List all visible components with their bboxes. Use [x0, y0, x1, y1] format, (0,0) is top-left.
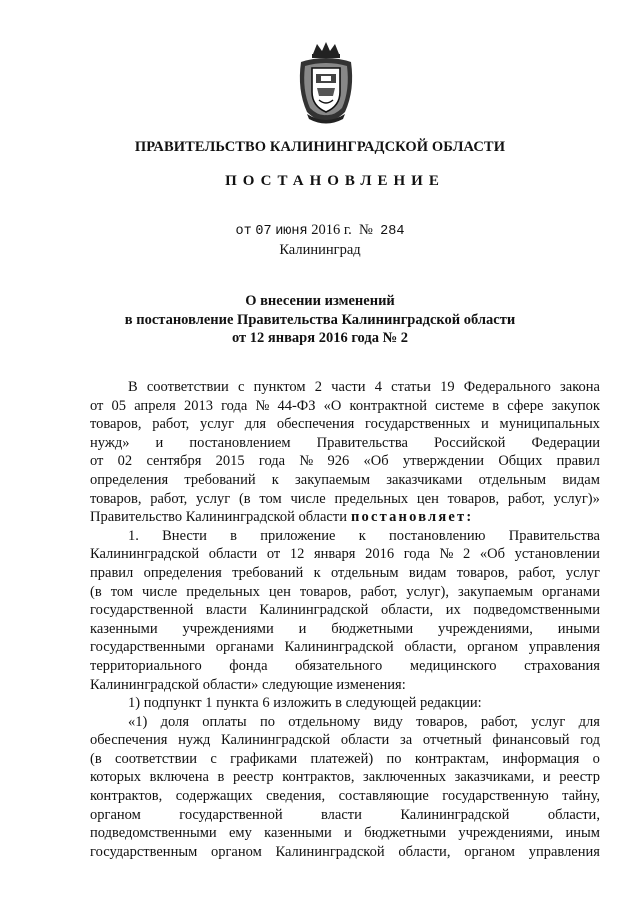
- number-sign: №: [359, 222, 373, 238]
- body-line: товаров, работ, услуг (в том числе предельных цен товаров, работ, услуг)»: [90, 490, 600, 507]
- body-line: правил определения требований к отдельным видам товаров, работ, услуг: [90, 564, 600, 581]
- document-subject: [0, 292, 640, 348]
- body-line: товаров, работ, услуг для обеспечения государственных и муниципальных: [90, 416, 600, 433]
- document-number: 284: [380, 224, 405, 239]
- body-line: 1) подпункт 1 пункта 6 изложить в следующей редакции:: [128, 695, 482, 712]
- body-line: контрактов, содержащих сведения, составляющие государственную тайну,: [90, 788, 600, 805]
- body-line: обеспечения нужд Калининградской области за отчетный финансовый год: [90, 732, 600, 749]
- body-line: В соответствии с пунктом 2 части 4 статьи 19 Федерального закона: [128, 379, 600, 395]
- subject-line: в постановление Правительства Калининградской области: [124, 311, 516, 328]
- body-line: государственной власти Калининградской области, их подведомственными: [90, 602, 600, 619]
- body-line: нужд» и постановлением Правительства Российской Федерации: [90, 434, 600, 451]
- date-prefix: от: [235, 224, 252, 239]
- body-line: (в том числе предельных цен товаров, работ, услуг), закупаемым органами: [90, 583, 600, 600]
- body-line: Калининградской области от 12 января 2016 года № 2 «Об установлении: [90, 546, 600, 563]
- organization-name: ПРАВИТЕЛЬСТВО КАЛИНИНГРАДСКОЙ ОБЛАСТИ: [134, 139, 506, 155]
- body-line: определения требований к закупаемым заказчиками отдельным видам: [90, 471, 600, 488]
- body-line: Калининградской области» следующие изменения:: [90, 676, 406, 693]
- body-line: которых включена в реестр контрактов, заключенных заказчиками, и реестр: [90, 769, 600, 786]
- body-line: территориального фонда обязательного медицинского страхования: [90, 657, 600, 674]
- date-month: июня: [275, 224, 308, 239]
- body-line: казенными учреждениями и бюджетными учреждениями, иными: [90, 620, 600, 637]
- body-line: подведомственными ему казенными и бюджетными учреждениями, иным: [90, 825, 600, 842]
- body-line: государственными органами Калининградской области, органом управления: [90, 639, 600, 656]
- date-day: 07: [255, 224, 272, 239]
- body-line: [90, 508, 600, 527]
- body-line: от 05 апреля 2013 года № 44-ФЗ «О контрактной системе в сфере закупок: [90, 397, 600, 414]
- body-line: (в соответствии с графиками платежей) по контрактам, информация о: [90, 750, 600, 767]
- body-text: Правительство Калининградской области: [90, 509, 347, 526]
- resolves-word: постановляет:: [350, 509, 474, 526]
- subject-line: О внесении изменений: [245, 293, 395, 309]
- body-line: «1) доля оплаты по отдельному виду товаров, работ, услуг для: [128, 713, 600, 730]
- document-body: [90, 378, 600, 861]
- city: Калининград: [279, 242, 361, 258]
- body-line: 1. Внести в приложение к постановлению Правительства: [128, 527, 600, 544]
- coat-of-arms-emblem: [295, 40, 357, 124]
- body-line: органом государственной власти Калининградской области,: [90, 806, 600, 823]
- subject-line: от 12 января 2016 года № 2: [231, 330, 409, 346]
- date-year: 2016 г.: [311, 222, 352, 238]
- body-line: государственным органом Калининградской области, органом управления: [90, 843, 600, 860]
- document-type: ПОСТАНОВЛЕНИЕ: [225, 173, 445, 189]
- body-line: от 02 сентября 2015 года № 926 «Об утверждении Общих правил: [90, 453, 600, 470]
- date-line: [0, 222, 640, 239]
